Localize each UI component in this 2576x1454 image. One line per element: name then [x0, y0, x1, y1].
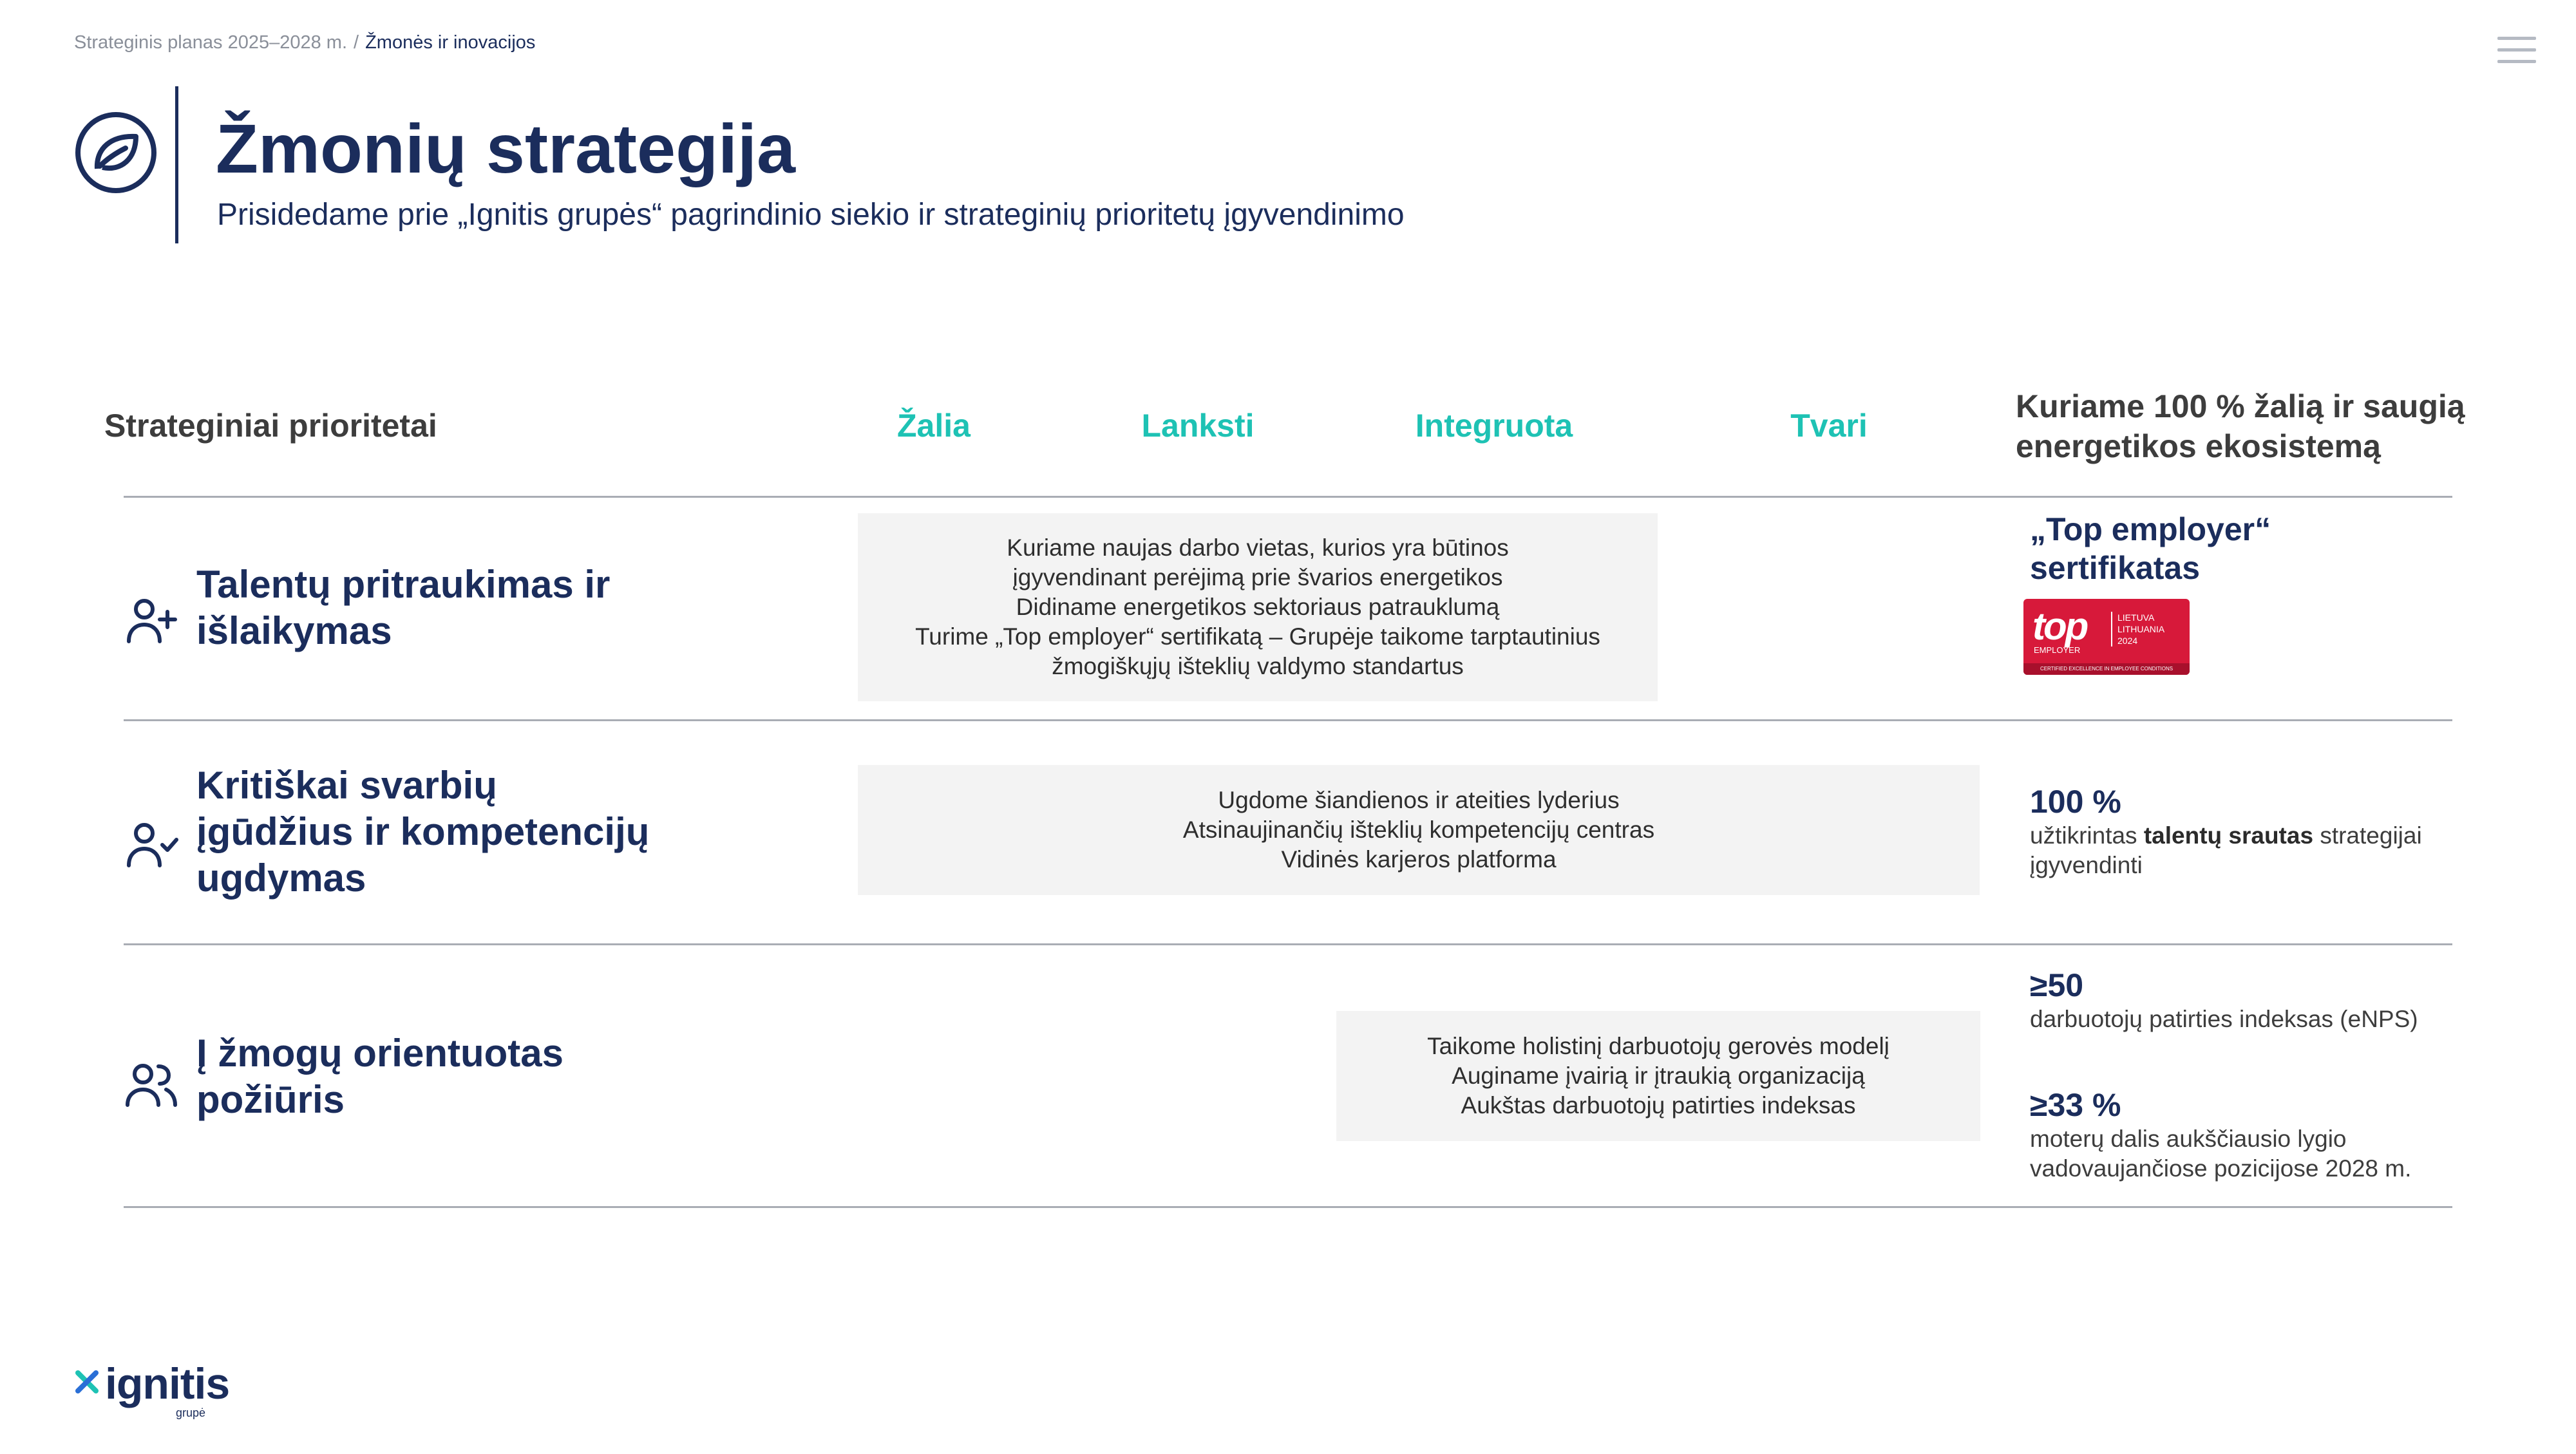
priority-label-people: Į žmogų orientuotas požiūris [196, 1032, 564, 1121]
kpi-talent-flow: 100 % užtikrintas talentų srautas strategijai įgyvendinti [2030, 784, 2422, 878]
leaf-icon [74, 111, 158, 194]
kpi-enps: ≥50 darbuotojų patirties indeksas (eNPS) [2030, 967, 2418, 1032]
initiatives-box-skills: Ugdome šiandienos ir ateities lyderius Atsinaujinančių išteklių kompetencijų centras Vidinės karjeros platforma [858, 765, 1980, 895]
priority-label-talent: Talentų pritraukimas ir išlaikymas [196, 563, 611, 652]
title-divider [175, 86, 178, 243]
pillar-header-green: Žalia [897, 408, 971, 444]
row-divider [124, 943, 2452, 945]
breadcrumb-parent-link[interactable]: Strateginis planas 2025–2028 m. [74, 32, 348, 53]
hamburger-menu-icon[interactable] [2497, 37, 2536, 64]
top-employer-badge: top EMPLOYER LIETUVA LITHUANIA 2024 CERTIFIED EXCELLENCE IN EMPLOYEE CONDITIONS [2023, 599, 2190, 675]
user-check-icon [124, 817, 179, 872]
priorities-column-header: Strateginiai prioritetai [104, 408, 437, 444]
users-icon [124, 1056, 179, 1111]
initiatives-box-people: Taikome holistinį darbuotojų gerovės modelį Auginame įvairią ir įtraukią organizaciją Aukštas darbuotojų patirties indeksas [1336, 1011, 1980, 1141]
kpi-women-leaders: ≥33 % moterų dalis aukščiausio lygio vadovaujančiose pozicijose 2028 m. [2030, 1087, 2412, 1182]
goal-column-header: Kuriame 100 % žalią ir saugią energetikos ekosistemą [2016, 388, 2465, 464]
page-subtitle: Prisidedame prie „Ignitis grupės“ pagrindinio siekio ir strateginių prioritetų įgyvendinimo [217, 198, 1405, 232]
user-plus-icon [124, 592, 179, 648]
breadcrumb [74, 32, 535, 53]
row-divider [124, 496, 2452, 498]
pillar-header-integrated: Integruota [1415, 408, 1573, 444]
pillar-header-flexible: Lanksti [1141, 408, 1255, 444]
priority-label-skills: Kritiškai svarbių įgūdžius ir kompetencijų ugdymas [196, 764, 650, 900]
logo-mark-icon [74, 1369, 100, 1395]
initiatives-box-talent: Kuriame naujas darbo vietas, kurios yra būtinos įgyvendinant perėjimą prie švarios energetikos Didiname energetikos sektoriaus patrauklumą Turime „Top employer“ sertifikatą – Grupėje taikome tarptautinius žmogiškųjų išteklių valdymo standartus [858, 513, 1658, 701]
kpi-top-employer: „Top employer“ sertifikatas [2030, 511, 2271, 586]
row-divider [124, 1206, 2452, 1208]
page-title: Žmonių strategija [216, 109, 796, 187]
pillar-header-sustainable: Tvari [1790, 408, 1868, 444]
row-divider [124, 719, 2452, 721]
breadcrumb-current: Žmonės ir inovacijos [365, 32, 536, 53]
breadcrumb-separator: / [354, 32, 359, 53]
